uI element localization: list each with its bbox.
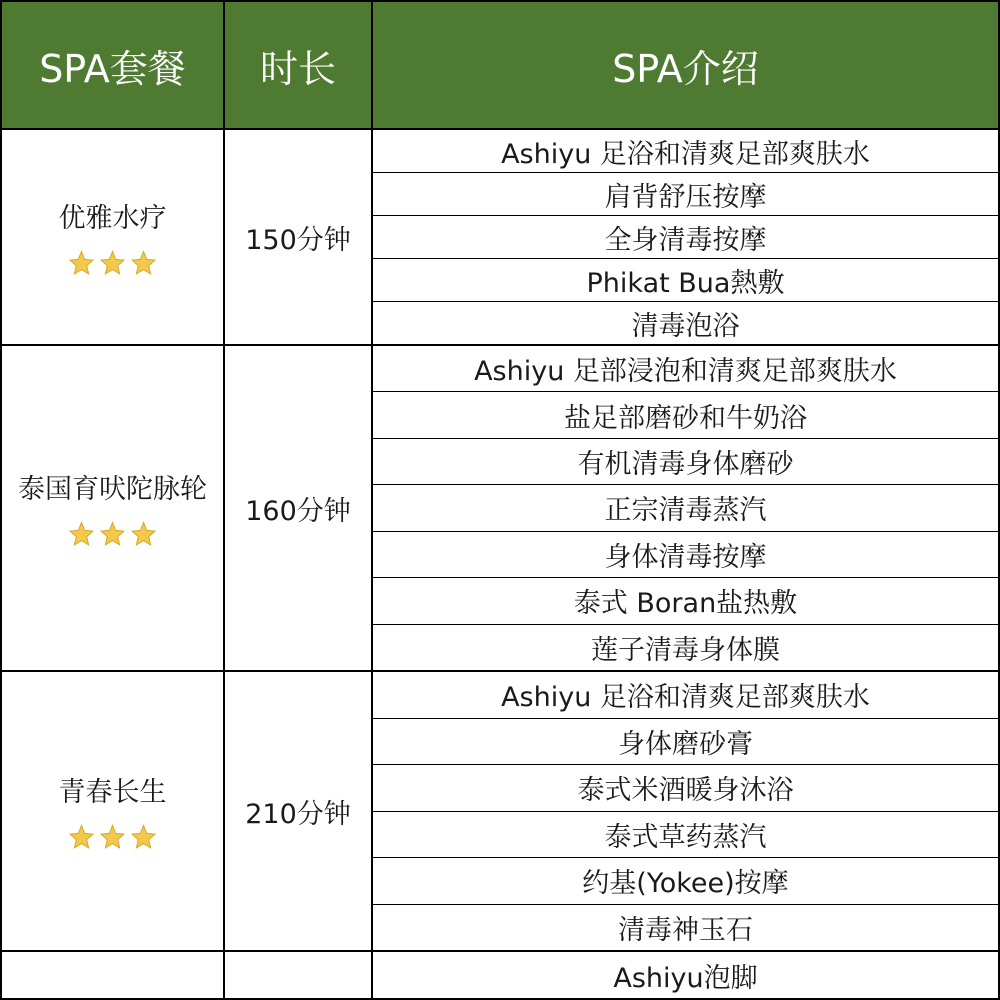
package-name: 优雅水疗 [58, 203, 167, 234]
service-item: Ashiyu泡脚 [373, 952, 998, 1000]
service-item: 正宗清毒蒸汽 [373, 485, 998, 531]
star-icon [98, 249, 127, 278]
service-item: 全身清毒按摩 [373, 216, 998, 259]
star-icon [98, 520, 127, 549]
package-name: 泰国育吠陀脉轮 [18, 474, 207, 505]
service-item: 约基(Yokee)按摩 [373, 858, 998, 905]
header-package: SPA套餐 [0, 0, 225, 130]
service-list [373, 952, 1000, 1000]
package-duration: 160分钟 [225, 346, 373, 672]
service-item: 泰式草药蒸汽 [373, 812, 998, 859]
service-list [373, 672, 1000, 952]
package-duration [225, 952, 373, 1000]
service-item: 身体清毒按摩 [373, 532, 998, 578]
header-duration: 时长 [225, 0, 373, 130]
service-item: Ashiyu 足部浸泡和清爽足部爽肤水 [373, 346, 998, 392]
star-icon [67, 520, 96, 549]
star-icon [129, 823, 158, 852]
package-name-cell [0, 672, 225, 952]
star-icon [129, 249, 158, 278]
star-icon [98, 823, 127, 852]
service-list [373, 346, 1000, 672]
header-intro: SPA介绍 [373, 0, 1000, 130]
package-duration: 210分钟 [225, 672, 373, 952]
service-item: Ashiyu 足浴和清爽足部爽肤水 [373, 130, 998, 173]
package-name-cell [0, 952, 225, 1000]
star-rating [67, 249, 158, 278]
package-duration: 150分钟 [225, 130, 373, 346]
service-item: 有机清毒身体磨砂 [373, 439, 998, 485]
star-icon [129, 520, 158, 549]
star-icon [67, 249, 96, 278]
service-item: 清毒泡浴 [631, 310, 740, 342]
service-item: 肩背舒压按摩 [373, 173, 998, 216]
service-item: 莲子清毒身体膜 [591, 634, 780, 666]
service-item: 身体磨砂膏 [373, 719, 998, 766]
service-item: 清毒神玉石 [618, 914, 753, 946]
package-name-cell [0, 130, 225, 346]
service-item: 盐足部磨砂和牛奶浴 [373, 392, 998, 438]
service-item: 泰式 Boran盐热敷 [373, 578, 998, 624]
service-list [373, 130, 1000, 346]
service-item: 泰式米酒暖身沐浴 [373, 765, 998, 812]
star-icon [67, 823, 96, 852]
package-name: 青春长生 [58, 777, 167, 808]
star-rating [67, 823, 158, 852]
star-rating [67, 520, 158, 549]
service-item: Phikat Bua熱敷 [373, 259, 998, 302]
package-name-cell [0, 346, 225, 672]
service-item: Ashiyu 足浴和清爽足部爽肤水 [373, 672, 998, 719]
